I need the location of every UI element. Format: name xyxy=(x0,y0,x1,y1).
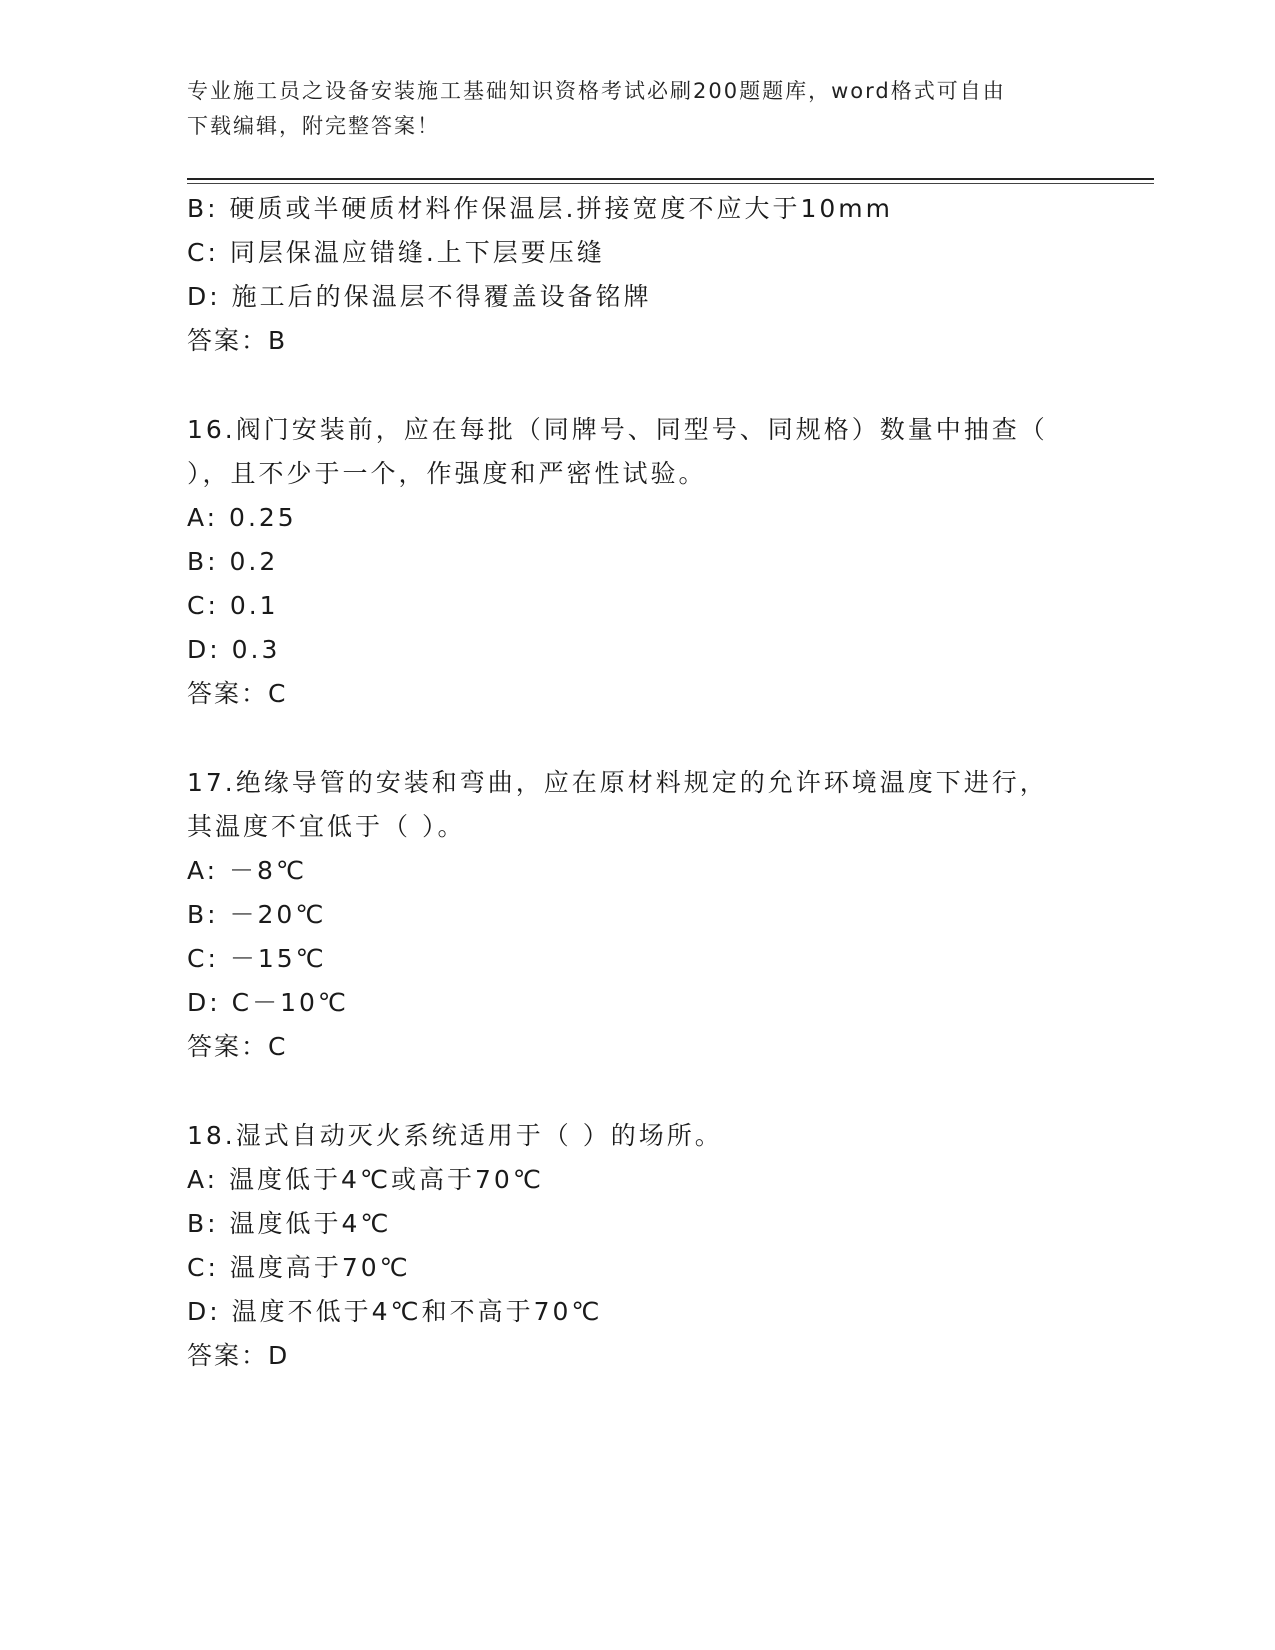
q17-option-c: C: －15℃ xyxy=(187,944,327,973)
header-divider-thin xyxy=(187,183,1154,184)
q15-option-c: C: 同层保温应错缝.上下层要压缝 xyxy=(187,238,605,267)
header-line-2: 下载编辑，附完整答案！ xyxy=(187,114,440,138)
q16-option-a: A: 0.25 xyxy=(187,503,297,532)
q18-option-b: B: 温度低于4℃ xyxy=(187,1209,392,1238)
q16-option-c: C: 0.1 xyxy=(187,591,279,620)
header-divider-thick xyxy=(187,178,1154,180)
q17-stem-line-1: 17.绝缘导管的安装和弯曲，应在原材料规定的允许环境温度下进行， xyxy=(187,768,1048,797)
header-line-1: 专业施工员之设备安装施工基础知识资格考试必刷200题题库，word格式可自由 xyxy=(187,79,1006,103)
q17-answer: 答案：C xyxy=(187,1032,288,1061)
q16-option-d: D: 0.3 xyxy=(187,635,281,664)
q16-answer: 答案：C xyxy=(187,679,288,708)
q17-option-b: B: －20℃ xyxy=(187,900,327,929)
q16-option-b: B: 0.2 xyxy=(187,547,279,576)
q17-option-d: D: C－10℃ xyxy=(187,988,349,1017)
q16-stem-line-2: ），且不少于一个，作强度和严密性试验。 xyxy=(187,459,707,488)
q18-option-d: D: 温度不低于4℃和不高于70℃ xyxy=(187,1297,603,1326)
q17-stem-line-2: 其温度不宜低于（ ）。 xyxy=(187,812,466,841)
q18-stem-line-1: 18.湿式自动灭火系统适用于（ ）的场所。 xyxy=(187,1121,723,1150)
document-header xyxy=(187,74,1067,144)
q18-option-c: C: 温度高于70℃ xyxy=(187,1253,411,1282)
q18-option-a: A: 温度低于4℃或高于70℃ xyxy=(187,1165,544,1194)
q17-option-a: A: －8℃ xyxy=(187,856,308,885)
q15-option-d: D: 施工后的保温层不得覆盖设备铭牌 xyxy=(187,282,652,311)
q16-stem-line-1: 16.阀门安装前，应在每批（同牌号、同型号、同规格）数量中抽查（ xyxy=(187,415,1048,444)
q15-option-b: B: 硬质或半硬质材料作保温层.拼接宽度不应大于10mm xyxy=(187,194,893,223)
q15-answer: 答案：B xyxy=(187,326,288,355)
q18-answer: 答案：D xyxy=(187,1341,290,1370)
